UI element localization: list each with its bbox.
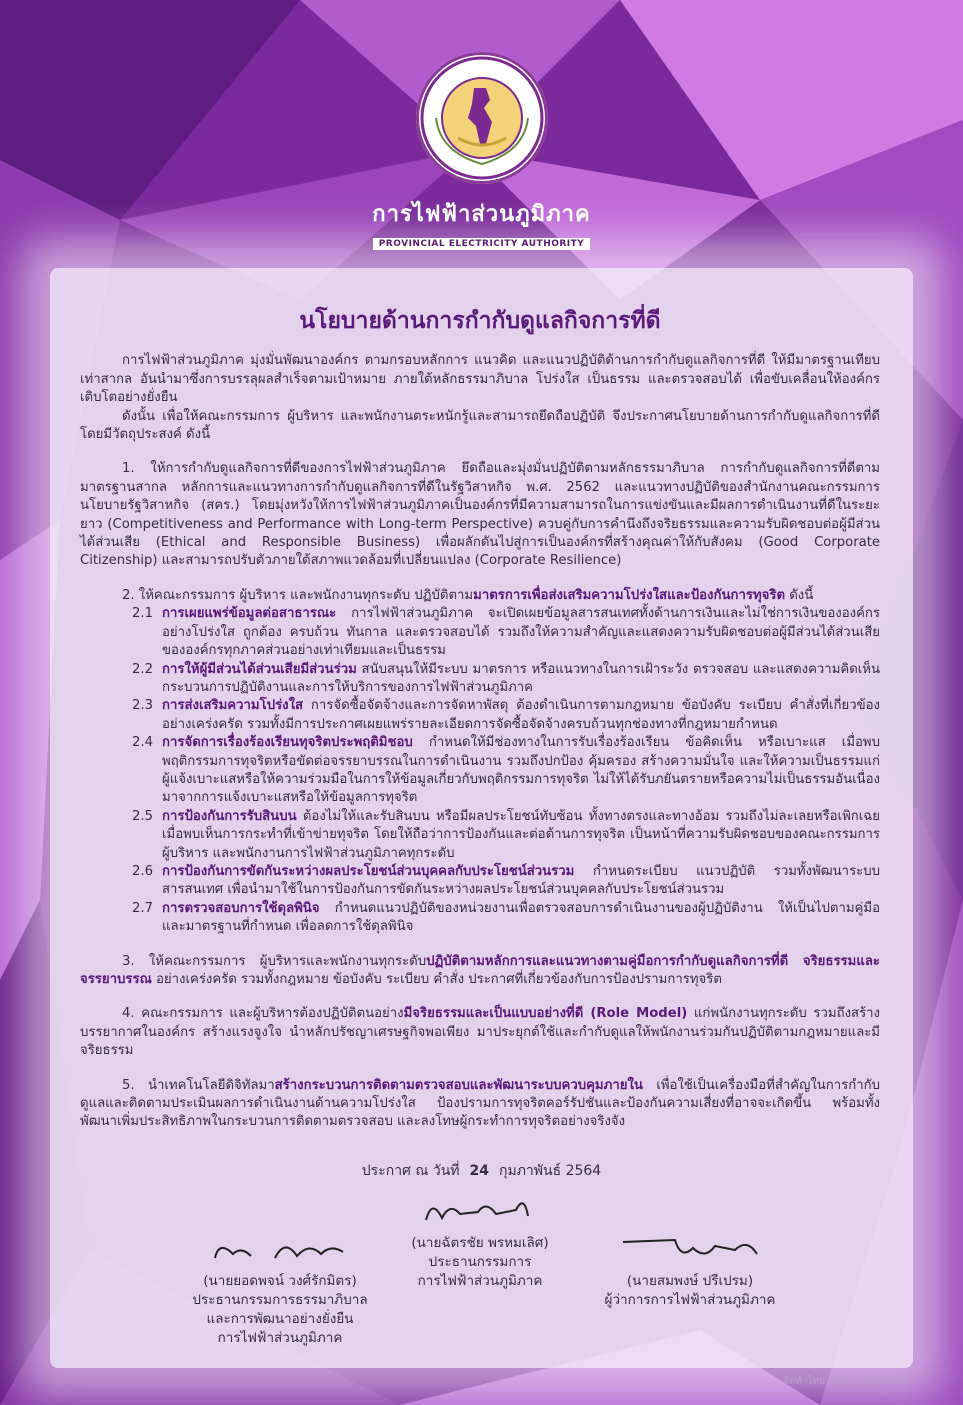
intro-paragraph: การไฟฟ้าส่วนภูมิภาค มุ่งมั่นพัฒนาองค์กร ตามกรอบหลักการ แนวคิด และแนวปฏิบัติด้านการกำกับดูแลกิจการที่ดี ให้มีมาตรฐานเทียบเท่าสากล อันนำมาซึ่งการบรรลุผลสำเร็จตามเป้าหมาย ภายใต้หลักธรรมาภิบาล โปร่งใส เป็นธรรม และตรวจสอบได้ เพื่อขับเคลื่อนให้องค์กรเติบโตอย่างยั่งยืน	[80, 353, 880, 406]
sub-item: 2.3 การส่งเสริมความโปร่งใส การจัดซื้อจัดจ้างและการจัดหาพัสดุ ต้องดำเนินการตามกฎหมาย ข้อบังคับ ระเบียบ คำสั่งที่เกี่ยวข้องอย่างเคร่งครัด รวมทั้งมีการประกาศเผยแพร่รายละเอียดการจัดซื้อจัดจ้างครบถ้วนทุกช่องทางที่กฎหมายกำหนด	[132, 698, 880, 732]
policy-item-1: 1. ให้การกำกับดูแลกิจการที่ดีของการไฟฟ้าส่วนภูมิภาค ยึดถือและมุ่งมั่นปฏิบัติตามหลักธรรมาภิบาล การกำกับดูแลกิจการที่ดีตามมาตรฐานสากล หลักการและแนวทางการกำกับดูแลกิจการที่ดีในรัฐวิสาหกิจ พ.ศ. 2562 และแนวทางปฏิบัติของสำนักงานคณะกรรมการนโยบายรัฐวิสาหกิจ (สคร.) โดยมุ่งหวังให้การไฟฟ้าส่วนภูมิภาคเป็นองค์กรที่มีความสามารถในการแข่งขันและมีผลการดำเนินงานที่ดีในระยะยาว (Competitiveness and Performance with Long-term Perspective) ควบคู่กับการคำนึงถึงจริยธรรมและความรับผิดชอบต่อผู้มีส่วนได้ส่วนเสีย (Ethical and Responsible Business) เพื่อผลักดันไปสู่การเป็นองค์กรที่สร้างคุณค่าให้กับสังคม (Good Corporate Citizenship) และสามารถปรับตัวภายใต้สภาพแวดล้อมที่เปลี่ยนแปลง (Corporate Resilience)	[80, 461, 880, 569]
intro-paragraph: ดังนั้น เพื่อให้คณะกรรมการ ผู้บริหาร และพนักงานตระหนักรู้และสามารถยึดถือปฏิบัติ จึงประกาศนโยบายด้านการกำกับดูแลกิจการที่ดี โดยมีวัตถุประสงค์ ดังนี้	[80, 408, 880, 443]
sub-item: 2.7 การตรวจสอบการใช้ดุลพินิจ กำหนดแนวปฏิบัติของหน่วยงานเพื่อตรวจสอบการดำเนินงานของผู้ปฏิบัติงาน ให้เป็นไปตามคู่มือและมาตรฐานที่กำหนด เพื่อลดการใช้ดุลพินิจ	[132, 900, 880, 935]
signer-title: การไฟฟ้าส่วนภูมิภาค	[217, 1330, 343, 1346]
logo-block	[0, 52, 963, 250]
sub-item: 2.1 การเผยแพร่ข้อมูลต่อสาธารณะ การไฟฟ้าส่วนภูมิภาค จะเปิดเผยข้อมูลสารสนเทศทั้งด้านการเงินและไม่ใช่การเงินขององค์กรอย่างโปร่งใส ถูกต้อง ครบถ้วน ทันกาล และตรวจสอบได้ รวมถึงให้ความสำคัญและแสดงความรับผิดชอบต่อผู้มีส่วนได้ส่วนเสียขององค์กรทุกภาคส่วนอย่างเท่าเทียมและเป็นธรรม	[132, 606, 880, 659]
sub-item: 2.2 การให้ผู้มีส่วนได้ส่วนเสียมีส่วนร่วม สนับสนุนให้มีระบบ มาตรการ หรือแนวทางในการเฝ้าระวัง ตรวจสอบ และแสดงความคิดเห็นกระบวนการปฏิบัติงานและการให้บริการของการไฟฟ้าส่วนภูมิภาค	[132, 661, 880, 695]
policy-item-2: 2. ให้คณะกรรมการ ผู้บริหาร และพนักงานทุกระดับ ปฏิบัติตามมาตรการเพื่อส่งเสริมความโปร่งใสและป้องกันการทุจริต ดังนี้	[122, 587, 814, 603]
pea-emblem-icon	[416, 52, 548, 184]
sub-item: 2.6 การป้องกันการขัดกันระหว่างผลประโยชน์ส่วนบุคคลกับประโยชน์ส่วนรวม กำหนดระเบียบ แนวปฏิบัติ รวมทั้งพัฒนาระบบสารสนเทศ เพื่อนำมาใช้ในการป้องกันการขัดกันระหว่างผลประโยชน์ส่วนบุคคลกับประโยชน์ส่วนรวม	[132, 863, 880, 898]
policy-item-4: 4. คณะกรรมการ และผู้บริหารต้องปฏิบัติตนอย่างมีจริยธรรมและเป็นแบบอย่างที่ดี (Role Model) แก่พนักงานทุกระดับ รวมถึงสร้างบรรยากาศในองค์กร สร้างแรงจูงใจ นำหลักปรัชญาเศรษฐกิจพอเพียง มาประยุกต์ใช้และกำกับดูแลให้พนักงานร่วมกันปฏิบัติตามกฎหมายและมีจริยธรรม	[80, 1006, 880, 1059]
signer-name: (นายสมพงษ์ ปรีเปรม)	[626, 1273, 754, 1289]
policy-document	[80, 308, 880, 1132]
logo-name-en: PROVINCIAL ELECTRICITY AUTHORITY	[373, 238, 591, 250]
signature-scribble-icon	[420, 1190, 540, 1230]
signature-right	[580, 1230, 800, 1310]
policy-item-5: 5. นำเทคโนโลยีดิจิทัลมาสร้างกระบวนการติดตามตรวจสอบและพัฒนาระบบควบคุมภายใน เพื่อใช้เป็นเครื่องมือที่สำคัญในการกำกับดูแลและติดตามประเมินผลการดำเนินงานด้านความโปร่งใส ป้องปรามการทุจริตคอร์รัปชันและป้องกันความเสี่ยงที่อาจจะเกิดขึ้น พร้อมทั้งพัฒนาเพิ่มประสิทธิภาพในกระบวนการติดตามตรวจสอบ และลงโทษผู้กระทำการทุจริตอย่างจริงจัง	[80, 1077, 880, 1130]
signer-title: ประธานกรรมการ	[428, 1254, 532, 1270]
signer-title: การไฟฟ้าส่วนภูมิภาค	[417, 1273, 543, 1289]
signer-name: (นายยอดพจน์ วงศ์รักมิตร)	[203, 1273, 357, 1289]
signer-title: ผู้ว่าการการไฟฟ้าส่วนภูมิภาค	[604, 1292, 776, 1308]
sub-item: 2.4 การจัดการเรื่องร้องเรียนทุจริตประพฤติมิชอบ กำหนดให้มีช่องทางในการรับเรื่องร้องเรียน ข้อคิดเห็น หรือเบาะแส เมื่อพบพฤติกรรมการทุจริตหรือขัดต่อจรรยาบรรณในการดำเนินงาน รวมถึงปกป้อง คุ้มครอง สร้างความมั่นใจ และให้ความเป็นธรรมแก่ผู้แจ้งเบาะแสหรือให้ความร่วมมือในการให้ข้อมูลเกี่ยวกับพฤติกรรมการทุจริต ไม่ให้ได้รับภยันตรายหรือความไม่เป็นธรรมอันเนื่องมาจากการแจ้งเบาะแสหรือให้ข้อมูลการทุจริต	[132, 735, 880, 806]
signer-name: (นายฉัตรชัย พรหมเลิศ)	[411, 1235, 549, 1251]
signature-left	[160, 1232, 400, 1348]
logo-name-th: การไฟฟ้าส่วนภูมิภาค	[372, 202, 591, 227]
signer-title: และการพัฒนาอย่างยั่งยืน	[206, 1311, 354, 1327]
signer-title: ประธานกรรมการธรรมาภิบาล	[192, 1292, 368, 1308]
document-title: นโยบายด้านการกำกับดูแลกิจการที่ดี	[299, 308, 661, 334]
credit-text: จัดทำโดย กองประชาสัมพันธ์	[782, 1376, 907, 1387]
announcement-date: ประกาศ ณ วันที่ 24 กุมภาพันธ์ 2564	[361, 1163, 602, 1179]
signature-center	[380, 1190, 580, 1291]
policy-item-3: 3. ให้คณะกรรมการ ผู้บริหารและพนักงานทุกระดับปฏิบัติตามหลักการและแนวทางตามคู่มือการกำกับดูแลกิจการที่ดี จริยธรรมและจรรยาบรรณ อย่างเคร่งครัด รวมทั้งกฎหมาย ข้อบังคับ ระเบียบ คำสั่ง ประกาศที่เกี่ยวข้องกับการป้องปรามการทุจริต	[80, 953, 880, 987]
signature-scribble-icon	[205, 1232, 355, 1268]
sub-item: 2.5 การป้องกันการรับสินบน ต้องไม่ให้และรับสินบน หรือมีผลประโยชน์ทับซ้อน ทั้งทางตรงและทางอ้อม รวมถึงไม่ละเลยหรือเพิกเฉยเมื่อพบเห็นการกระทำที่เข้าข่ายทุจริต โดยให้ถือว่าการป้องกันและต่อต้านการทุจริต เป็นหน้าที่ความรับผิดชอบของคณะกรรมการ ผู้บริหาร และพนักงานการไฟฟ้าส่วนภูมิภาคทุกระดับ	[132, 808, 880, 861]
signature-scribble-icon	[615, 1230, 765, 1268]
